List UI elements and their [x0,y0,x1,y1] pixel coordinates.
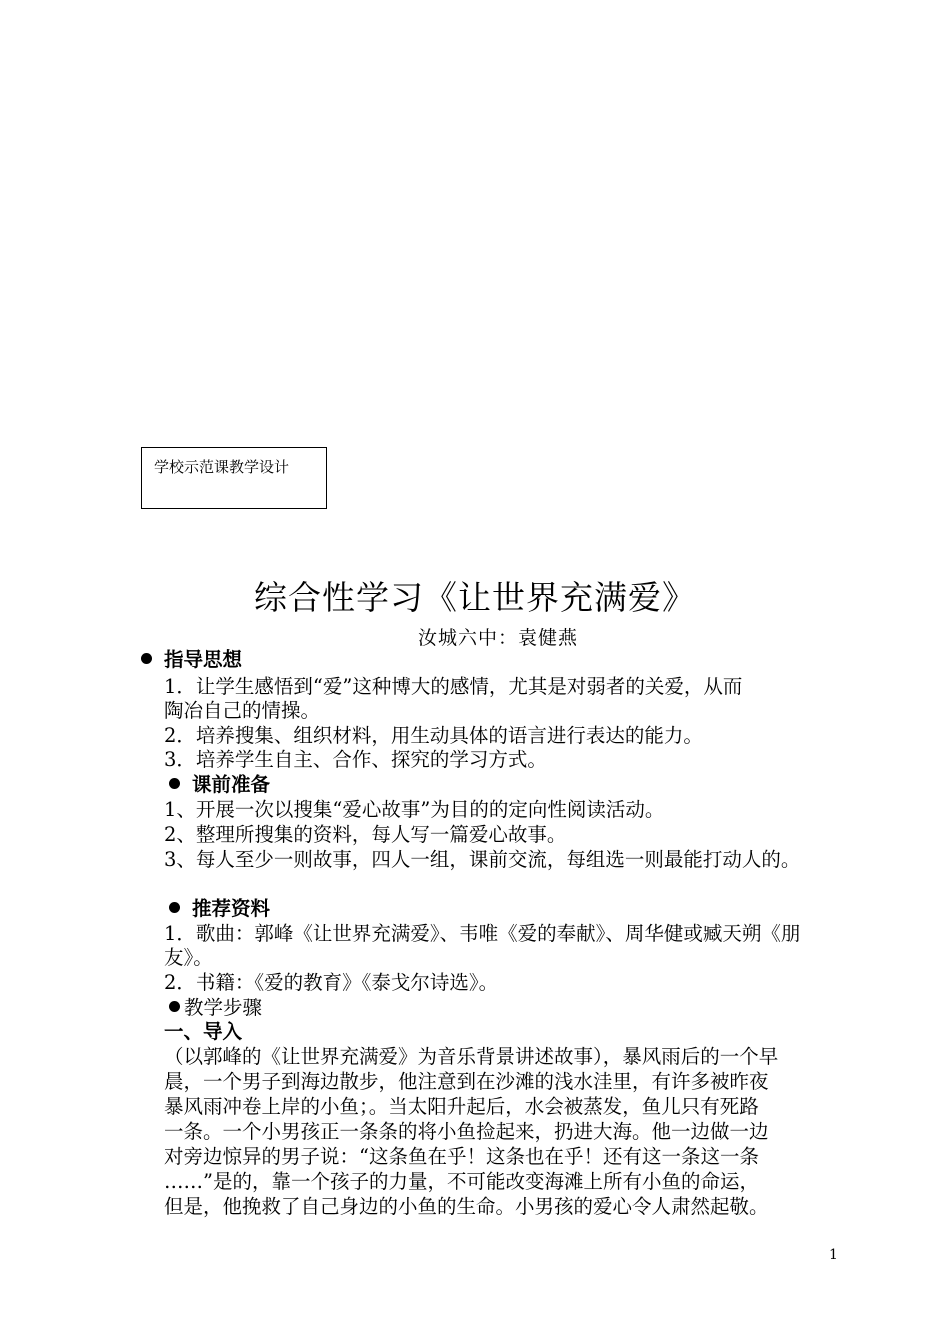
bullet-icon [169,902,180,913]
text-line: 3．培养学生自主、合作、探究的学习方式。 [164,748,547,771]
doc-author: 汝城六中：袁健燕 [418,627,579,649]
section-heading-resources [169,897,270,921]
section-heading-text: 教学步骤 [184,996,263,1019]
bullet-icon [141,653,152,664]
text-line: 2．书籍：《爱的教育》《泰戈尔诗选》。 [164,971,499,994]
header-box [141,447,327,509]
text-line: 2．培养搜集、组织材料，用生动具体的语言进行表达的能力。 [164,724,703,747]
bullet-icon [169,778,180,789]
page-number: 1 [829,1247,838,1263]
text-line: 友》。 [164,946,213,969]
text-line: 一条。一个小男孩正一条条的将小鱼捡起来，扔进大海。他一边做一边 [164,1120,769,1143]
header-box-text: 学校示范课教学设计 [154,458,290,476]
text-line: 对旁边惊异的男子说：“这条鱼在乎！这条也在乎！还有这一条这一条 [164,1145,759,1168]
section-heading-text: 推荐资料 [192,897,271,920]
doc-title: 综合性学习《让世界充满爱》 [254,578,696,617]
text-line: 但是，他挽救了自己身边的小鱼的生命。小男孩的爱心令人肃然起敬。 [164,1195,769,1218]
text-line: 1、开展一次以搜集“爱心故事”为目的的定向性阅读活动。 [164,798,665,821]
text-line: 陶冶自己的情操。 [164,699,321,722]
section-heading-text: 指导思想 [164,648,243,671]
text-line: 晨，一个男子到海边散步，他注意到在沙滩的浅水洼里，有许多被昨夜 [164,1070,769,1093]
section-heading-steps [169,996,262,1020]
section-heading-text: 课前准备 [192,773,271,796]
subheading-intro: 一、导入 [164,1020,243,1043]
text-line: （以郭峰的《让世界充满爱》为音乐背景讲述故事），暴风雨后的一个早 [164,1045,779,1068]
text-line: 1．让学生感悟到“爱”这种博大的感情，尤其是对弱者的关爱，从而 [164,675,743,698]
section-heading-preparation [169,773,270,797]
text-line: 1．歌曲：郭峰《让世界充满爱》、韦唯《爱的奉献》、周华健或臧天朔《朋 [164,922,801,945]
bullet-icon [169,1001,180,1012]
text-line: 3、每人至少一则故事，四人一组，课前交流，每组选一则最能打动人的。 [164,848,801,871]
text-line: 2、整理所搜集的资料，每人写一篇爱心故事。 [164,823,567,846]
section-heading-guidance [141,648,242,672]
text-line: ……”是的，靠一个孩子的力量，不可能改变海滩上所有小鱼的命运， [164,1170,759,1193]
text-line: 暴风雨冲卷上岸的小鱼；。当太阳升起后，水会被蒸发，鱼儿只有死路 [164,1095,759,1118]
